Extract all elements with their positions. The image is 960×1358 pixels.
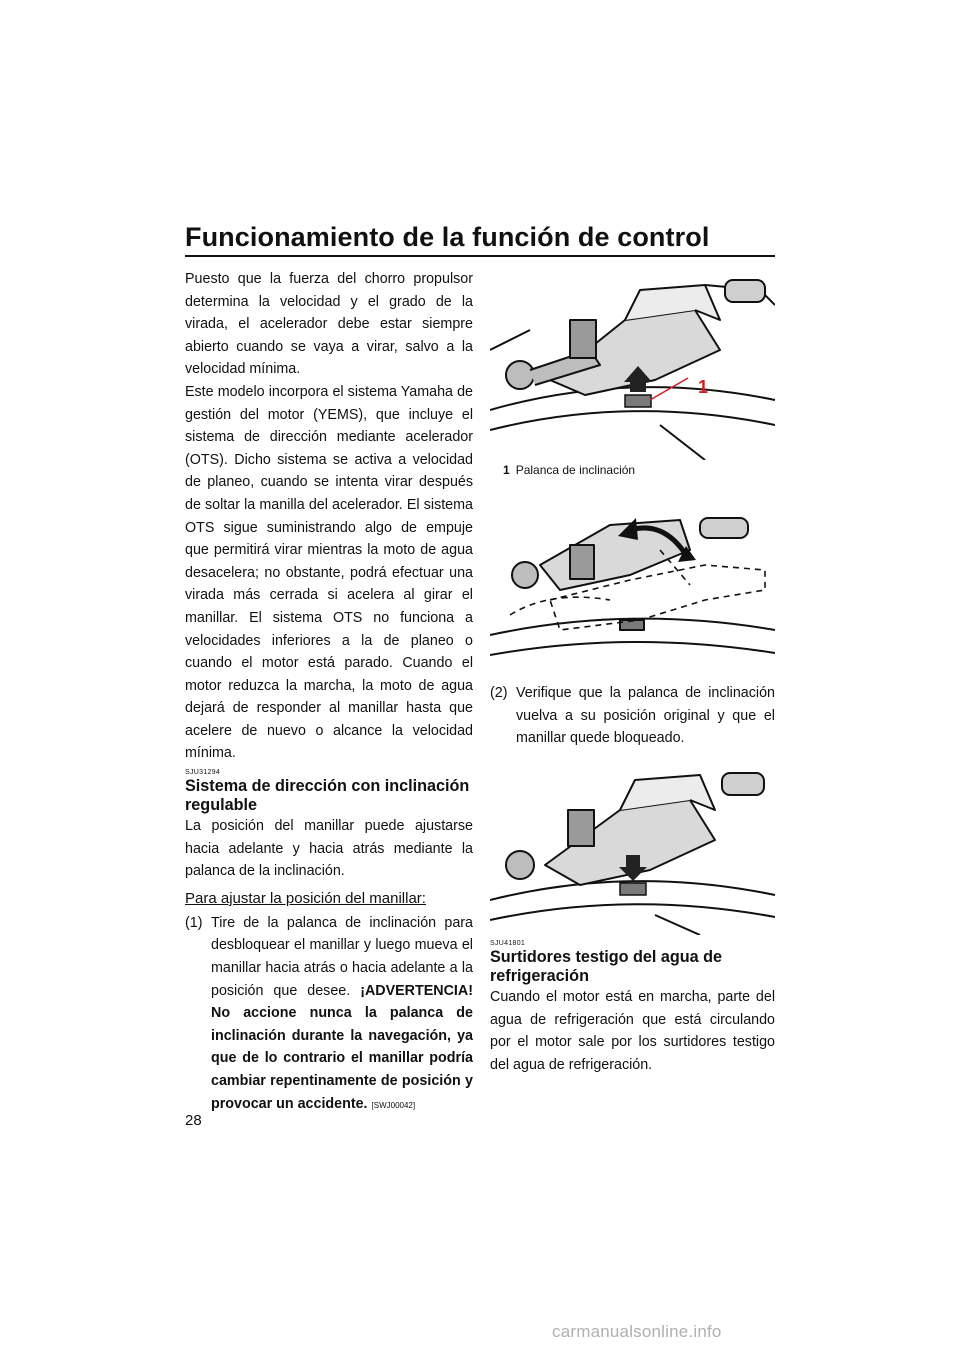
step-2-number: (2) [490,685,508,701]
right-column-step-2 [490,682,775,750]
section-code-2: SJU41801 [490,940,526,947]
section-heading-cooling-water: Surtidores testigo del agua de refrigeración [490,948,723,985]
cooling-water-description: Cuando el motor está en marcha, parte del agua de refrigeración que está circulando por el motor sale por los surtidores testigo del agua de refrigeración. [490,989,775,1073]
callout-number: 1 [698,377,709,397]
figure-tilt-range [490,490,775,670]
step-1-text [211,912,473,1117]
intro-paragraph-2: Este modelo incorpora el sistema Yamaha de gestión del motor (YEMS), que incluye el sistema de dirección mediante acelerador (OTS). Dicho sistema se activa a velocidad de planeo, cuando se intenta virar después de soltar la manilla del acelerador. El sistema OTS sigue suministrando algo de empuje que permitirá virar mientras la moto de agua desacelera; no obstante, podrá efectuar una virada más cerrada si acelera al girar el manillar. El sistema OTS no funciona a velocidades inferiores a la de planeo o cuando el motor está parado. Cuando el motor reduzca la marcha, la moto de agua dejará de responder al manillar hasta que acelere de nuevo o alcance la velocidad mínima. [185,383,473,762]
caption-number: 1 [503,463,510,477]
title-rule [185,255,775,257]
handlebar-illustration-2 [490,490,775,670]
step-1-warning: ¡ADVERTENCIA! No accione nunca la palanca de inclinación durante la navegación, ya que de lo contrario el manillar podría cambiar repentinamente de posición y provocar un accidente. [211,982,473,1112]
handlebar-illustration-1 [490,260,775,460]
callout-leader [650,378,688,400]
step-2 [490,682,775,750]
step-1 [185,912,473,1117]
watermark: carmanualsonline.info [552,1322,722,1341]
section-heading-tilt-steering: Sistema de dirección con inclinación regulable [185,777,470,815]
step-2-text: Verifique que la palanca de inclinación vuelva a su posición original y que el manillar quede bloqueado. [516,685,775,747]
adjust-subheading: Para ajustar la posición del manillar: [185,889,426,907]
step-1-number: (1) [185,914,203,931]
step-1-instruction: Tire de la palanca de inclinación para desbloquear el manillar y luego mueva el manillar hacia atrás o hacia adelante a la posición que desee. [211,914,473,999]
caption-text: Palanca de inclinación [515,463,636,477]
right-column-section [490,936,775,1076]
left-column [185,268,473,1117]
section-code: SJU31294 [185,769,221,777]
figure-lever-locked [490,765,775,935]
page-number: 28 [185,1112,202,1129]
handlebar-illustration-3 [490,765,775,935]
step-1-warning-code: [SWJ00042] [371,1100,416,1110]
figure-tilt-lever [490,260,775,460]
page-title: Funcionamiento de la función de control [185,222,710,252]
intro-paragraph-1: Puesto que la fuerza del chorro propulsor determina la velocidad y el grado de la virada, el acelerador debe estar siempre abierto cuando se vaya a virar, salvo a la velocidad mínima. [185,271,473,378]
tilt-steering-description: La posición del manillar puede ajustarse hacia adelante y hacia atrás mediante la palanca de la inclinación. [185,818,473,880]
figure-caption [503,463,635,477]
